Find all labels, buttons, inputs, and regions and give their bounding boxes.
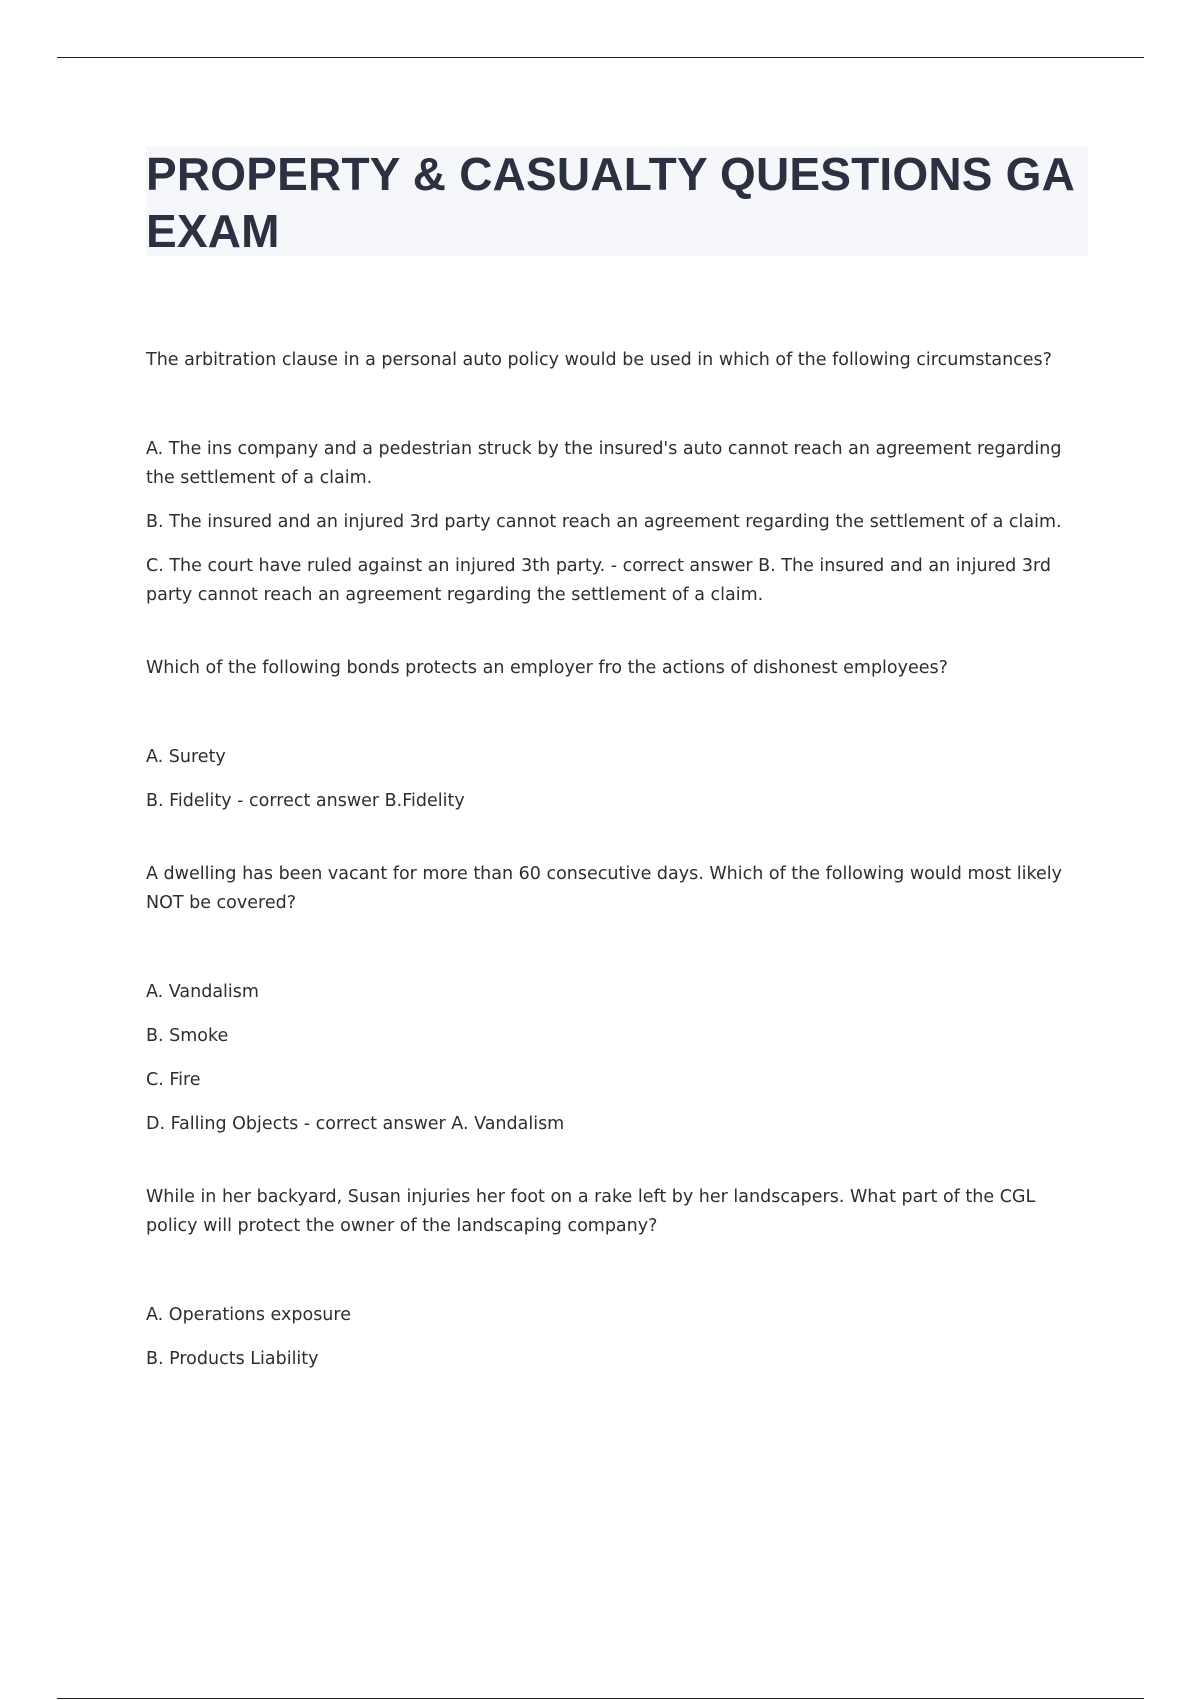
question-block bbox=[146, 1183, 1086, 1374]
question-list bbox=[146, 346, 1086, 1418]
answer-option: D. Falling Objects - correct answer A. Vandalism bbox=[146, 1114, 565, 1134]
top-divider bbox=[57, 57, 1144, 58]
page-title: PROPERTY & CASUALTY QUESTIONS GA EXAM bbox=[146, 148, 1074, 257]
answer-option: B. The insured and an injured 3rd party cannot reach an agreement regarding the settlement of a claim. bbox=[146, 512, 1062, 532]
answer-option: A. Vandalism bbox=[146, 982, 259, 1002]
question-block bbox=[146, 346, 1086, 610]
bottom-divider bbox=[57, 1698, 1144, 1699]
answer-option: B. Smoke bbox=[146, 1026, 229, 1046]
answer-option: A. Operations exposure bbox=[146, 1305, 351, 1325]
answer-option: A. Surety bbox=[146, 747, 226, 767]
answer-option: C. The court have ruled against an injured 3th party. - correct answer B. The insured and an injured 3rd party cannot reach an agreement regarding the settlement of a claim. bbox=[146, 556, 1051, 605]
answer-option: B. Products Liability bbox=[146, 1349, 319, 1369]
answer-option: C. Fire bbox=[146, 1070, 201, 1090]
question-block bbox=[146, 860, 1086, 1139]
question-text: Which of the following bonds protects an employer fro the actions of dishonest employees? bbox=[146, 658, 948, 678]
title-banner bbox=[146, 146, 1088, 256]
answer-option: A. The ins company and a pedestrian struck by the insured's auto cannot reach an agreement regarding the settlement of a claim. bbox=[146, 439, 1062, 488]
question-text: A dwelling has been vacant for more than 60 consecutive days. Which of the following would most likely NOT be covered? bbox=[146, 864, 1062, 913]
answer-option: B. Fidelity - correct answer B.Fidelity bbox=[146, 791, 465, 811]
question-block bbox=[146, 654, 1086, 816]
question-text: The arbitration clause in a personal auto policy would be used in which of the following circumstances? bbox=[146, 350, 1052, 370]
question-text: While in her backyard, Susan injuries her foot on a rake left by her landscapers. What part of the CGL policy will protect the owner of the landscaping company? bbox=[146, 1187, 1036, 1236]
